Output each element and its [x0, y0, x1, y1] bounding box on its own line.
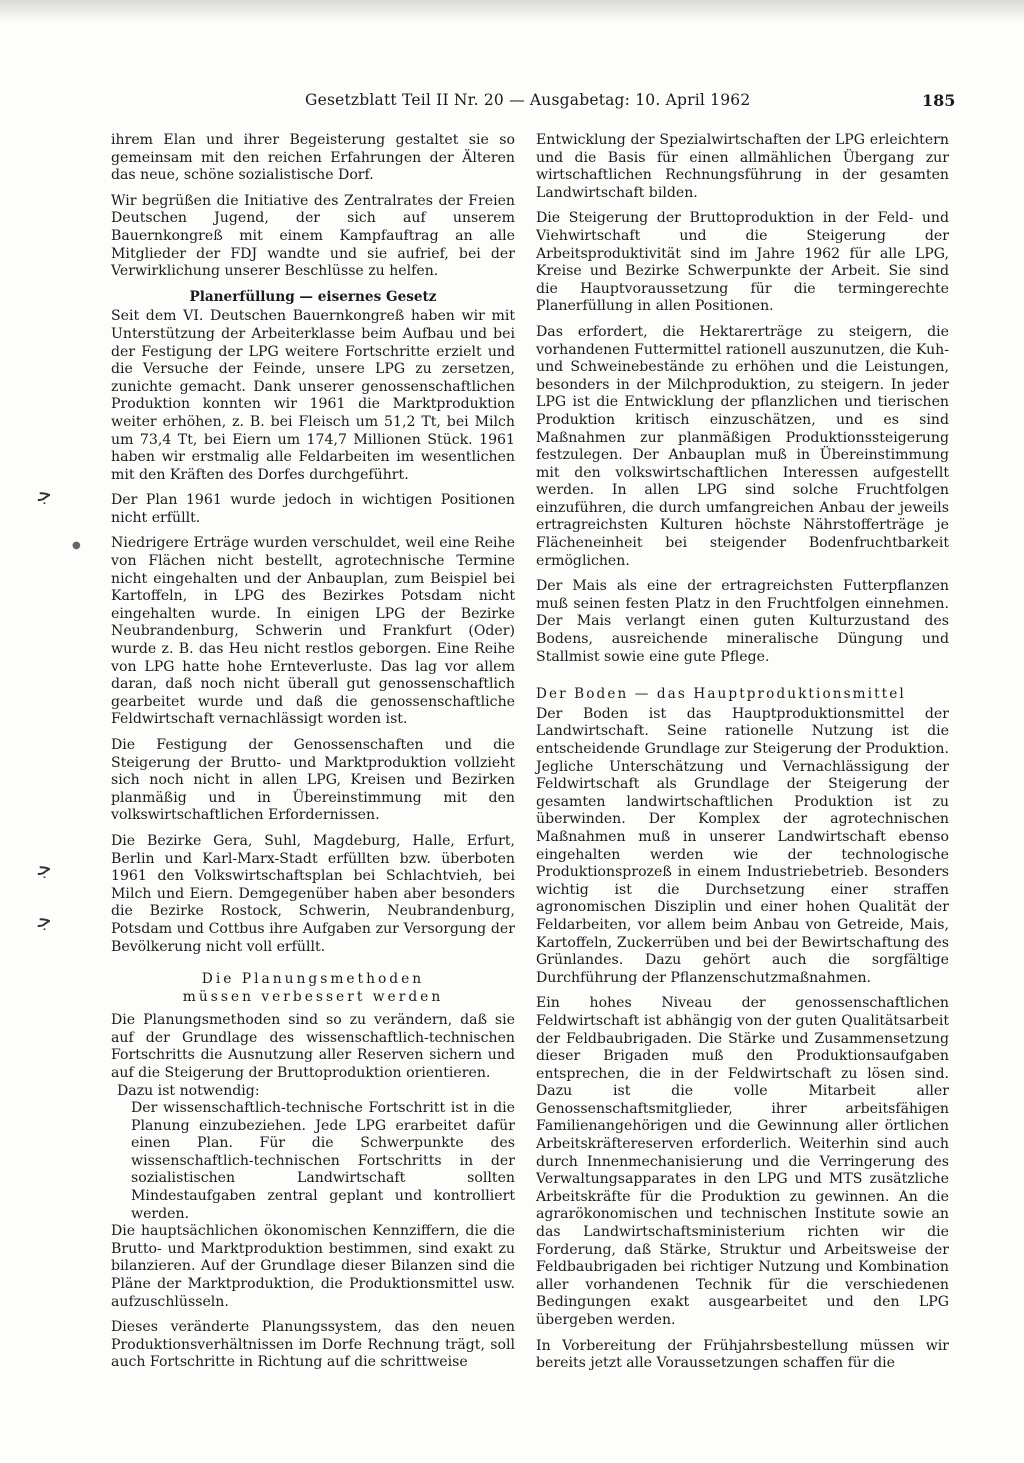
paragraph: Die Steigerung der Bruttoproduktion in der Feld- und Viehwirtschaft und die Steigerung der Arbeitsproduktivität sind im Jahre 1962 für alle LPG, Kreise und Bezirke Schwerpunkte der Arbeit. Sie sind die Hauptvoraussetzung für die termingerechte Planerfüllung in allen Positionen.	[536, 210, 949, 315]
margin-dot: ●	[72, 540, 81, 551]
paragraph: Die Festigung der Genossenschaften und die Steigerung der Brutto- und Marktproduktion vollzieht sich noch nicht in allen LPG, Kreisen und Bezirken planmäßig und in Übereinstimmung mit den volkswirtschaftlichen Erfordernissen.	[111, 737, 515, 824]
paragraph: Die Bezirke Gera, Suhl, Magdeburg, Halle, Erfurt, Berlin und Karl-Marx-Stadt erfüllten bzw. überboten 1961 den Volkswirtschaftsplan bei Schlachtvieh, bei Milch und Eiern. Demgegenüber haben aber besonders die Bezirke Rostock, Schwerin, Neubrandenburg, Potsdam und Cottbus ihre Aufgaben zur Versorgung der Bevölkerung nicht voll erfüllt.	[111, 832, 515, 955]
paragraph: Entwicklung der Spezialwirtschaften der LPG erleichtern und die Basis für einen allmählichen Übergang zur wirtschaftlichen Rechnungsführung in der gesamten Landwirtschaft bilden.	[536, 132, 949, 201]
paragraph: Wir begrüßen die Initiative des Zentralrates der Freien Deutschen Jugend, der sich auf unserem Bauernkongreß mit einem Kampfauftrag an alle Mitglieder der FDJ wandte und sie aufrief, bei der Verwirklichung unserer Beschlüsse zu helfen.	[111, 192, 515, 280]
page-number: 185	[922, 91, 956, 110]
paragraph: Ein hohes Niveau der genossenschaftlichen Feldwirtschaft ist abhängig von der guten Qualitätsarbeit der Feldbaubrigaden. Die Stärke und Zusammensetzung dieser Brigaden muß den Produktionsaufgaben entsprechen, die in der Feldwirtschaft zu lösen sind. Dazu ist die volle Mitarbeit aller Genossenschaftsmitglieder, ihrer arbeitsfähigen Familienangehörigen und die Gewinnung aller örtlichen Arbeitskräftereserven erforderlich. Weiterhin sind auch durch Innenmechanisierung und die Verringerung des Verwaltungsapparates in den LPG und MTS zusätzliche Arbeitskräfte für die Produktion zu gewinnen. An die agrarökonomischen und technischen Institute sowie an das Landwirtschaftsministerium richten wir die Forderung, daß Stärke, Struktur und Arbeitsweise der Feldbaubrigaden bei richtiger Nutzung und Kombination aller vorhandenen Technik für die verschiedenen Bedingungen exakt ausgearbeitet und den LPG übergeben werden.	[536, 995, 949, 1328]
margin-mark: ﺟ	[38, 856, 52, 881]
paragraph: Niedrigere Erträge wurden verschuldet, weil eine Reihe von Flächen nicht bestellt, agrotechnische Termine nicht eingehalten und der Anbauplan, zum Beispiel bei Kartoffeln, in LPG des Bezirkes Potsdam nicht eingehalten wurde. In einigen LPG der Bezirke Neubrandenburg, Schwerin und Frankfurt (Oder) wurde z. B. das Heu nicht restlos geborgen. Eine Reihe von LPG hatte hohe Ernteverluste. Das lag vor allem daran, daß noch nicht überall gut genossenschaftlich gearbeitet wurde und daß die genossenschaftliche Feldwirtschaft vernachlässigt worden ist.	[111, 535, 515, 728]
indented-paragraph: Der wissenschaftlich-technische Fortschritt ist in die Planung einzubeziehen. Jede LPG erarbeitet dafür einen Plan. Für die Schwerpunkte des wissenschaftlich-technischen Fortschritts in der sozialistischen Landwirtschaft sollten Mindestaufgaben zentral geplant und kontrolliert werden.	[131, 1100, 515, 1222]
paragraph: In Vorbereitung der Frühjahrsbestellung müssen wir bereits jetzt alle Voraussetzungen schaffen für die	[536, 1337, 949, 1372]
section-heading: Der Boden — das Hauptproduktionsmittel	[536, 686, 906, 703]
paragraph: Der Boden ist das Hauptproduktionsmittel der Landwirtschaft. Seine rationelle Nutzung ist die entscheidende Grundlage zur Steigerung der Produktion. Jegliche Unterschätzung und Vernachlässigung der Feldwirtschaft als Grundlage der Steigerung der gesamten landwirtschaftlichen Produktion ist zu überwinden. Der Komplex der agrotechnischen Maßnahmen muß in unserer Landwirtschaft ebenso eingehalten werden wie der technologische Produktionsprozeß in einem Industriebetrieb. Besonders wichtig ist die Durchsetzung einer straffen agronomischen Disziplin und einer hohen Qualität der Feldarbeiten, vor allem beim Anbau von Getreide, Mais, Kartoffeln, Zuckerrüben und bei der Bewirtschaftung des Grünlandes. Dazu gehört auch die sorgfältige Durchführung der Pflanzenschutzmaßnahmen.	[536, 705, 949, 986]
paragraph: Der Mais als eine der ertragreichsten Futterpflanzen muß seinen festen Platz in den Fruchtfolgen einnehmen. Der Mais verlangt einen guten Kulturzustand des Bodens, ausreichende mineralische Düngung und Stallmist sowie eine gute Pflege.	[536, 578, 949, 665]
left-column	[111, 132, 515, 1380]
paragraph: ihrem Elan und ihrer Begeisterung gestaltet sie so gemeinsam mit den reichen Erfahrungen der Älteren das neue, schöne sozialistische Dorf.	[111, 132, 515, 184]
paragraph: Dazu ist notwendig:	[117, 1082, 260, 1099]
paragraph: Der Plan 1961 wurde jedoch in wichtigen Positionen nicht erfüllt.	[111, 492, 515, 526]
scan-edge-shadow	[0, 0, 1024, 22]
section-heading-line: Die Planungsmethoden	[201, 971, 425, 988]
margin-mark: ﺟ	[38, 482, 52, 507]
section-heading	[111, 970, 515, 1006]
page-header: Gesetzblatt Teil II Nr. 20 — Ausgabetag: 10. April 1962	[305, 91, 751, 109]
paragraph: Die Planungsmethoden sind so zu verändern, daß sie auf der Grundlage des wissenschaftlich-technischen Fortschritts die Ausnutzung aller Reserven sichern und auf die Steigerung der Bruttoproduktion orientieren.	[111, 1012, 515, 1081]
section-heading-line: müssen verbessert werden	[182, 989, 444, 1006]
paragraph: Die hauptsächlichen ökonomischen Kennziffern, die die Brutto- und Marktproduktion bestimmen, sind exakt zu bilanzieren. Auf der Grundlage dieser Bilanzen sind die Pläne der Marktproduktion, die Produktionsmittel usw. aufzuschlüsseln.	[111, 1223, 515, 1310]
paragraph: Das erfordert, die Hektarerträge zu steigern, die vorhandenen Futtermittel rationell auszunutzen, die Kuh- und Schweinebestände zu erhöhen und die Leistungen, besonders in der Milchproduktion, zu steigern. In jeder LPG ist die Entwicklung der pflanzlichen und tierischen Produktion kritisch einzuschätzen, und es sind Maßnahmen zur planmäßigen Produktionssteigerung festzulegen. Der Anbauplan muß in Übereinstimmung mit den volkswirtschaftlichen Interessen aufgestellt werden. In allen LPG sind solche Fruchtfolgen einzuführen, die durch umfangreichen Anbau der jeweils ertragreichsten Kulturen höchste Nährstofferträge je Flächeneinheit bei steigender Bodenfruchtbarkeit ermöglichen.	[536, 323, 949, 569]
paragraph: Dieses veränderte Planungssystem, das den neuen Produktionsverhältnissen im Dorfe Rechnung trägt, soll auch Fortschritte in Richtung auf die schrittweise	[111, 1319, 515, 1371]
section-heading: Planerfüllung — eisernes Gesetz	[189, 288, 437, 305]
right-column	[536, 132, 949, 1381]
paragraph: Seit dem VI. Deutschen Bauernkongreß haben wir mit Unterstützung der Arbeiterklasse beim Aufbau und bei der Festigung der LPG weitere Fortschritte erzielt und die Versuche der Feinde, unsere LPG zu zersetzen, zunichte gemacht. Dank unserer genossenschaftlichen Produktion konnten wir 1961 die Marktproduktion weiter erhöhen, z. B. bei Fleisch um 51,2 Tt, bei Milch um 73,4 Tt, bei Eiern um 174,7 Millionen Stück. 1961 haben wir erstmalig alle Feldarbeiten im wesentlichen mit den Kräften des Dorfes durchgeführt.	[111, 308, 515, 483]
margin-mark: ﺟ	[38, 908, 52, 933]
